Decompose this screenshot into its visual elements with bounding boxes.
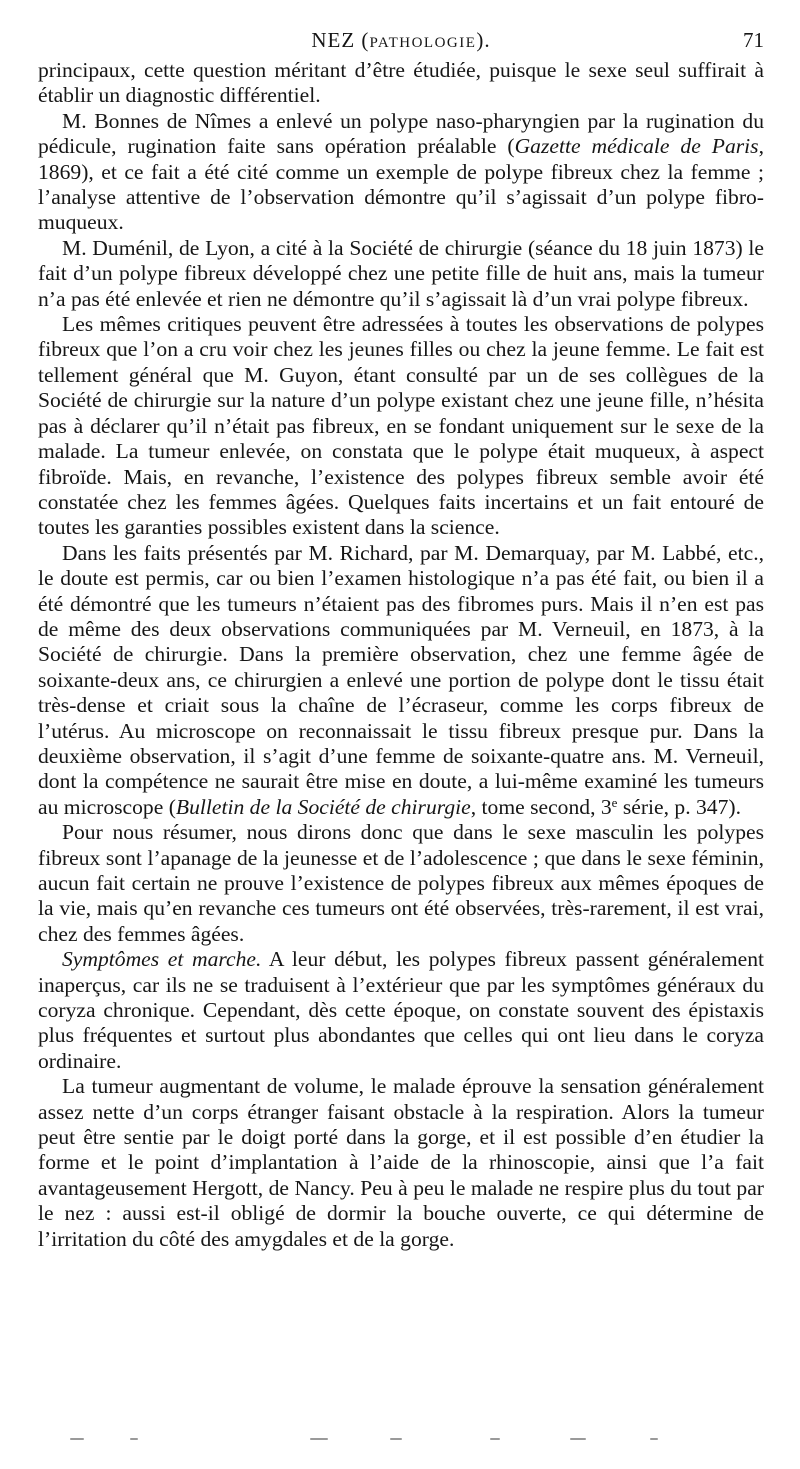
running-head-title xyxy=(38,28,764,53)
text-run: A leur début, les polypes fibreux passent généralement inaperçus, car ils ne se traduisent à l’extérieur que par les symptômes généraux du coryza chronique. Cependant, dès cette époque, on constate souvent des épistaxis plus fréquentes et surtout plus abondantes que celles qui ont lieu dans le coryza ordinaire. xyxy=(38,947,765,1073)
page-number: 71 xyxy=(743,28,764,52)
text-run: Dans les faits présentés par M. Richard, par M. Demarquay, par M. Labbé, etc., le doute est permis, car ou bien l’examen histologique n’a pas été fait, ou bien il a été démontré que les tumeurs n’étaient pas des fibromes purs. Mais il n’en est pas de même des deux observations communiquées par M. Verneuil, en 1873, à la Société de chirurgie. Dans la première observation, chez une femme âgée de soixante-deux ans, ce chirurgien a enlevé une portion de polype dont le tissu était très-dense et criait sous la chaîne de l’écraseur, comme les corps fibreux de l’utérus. Au microscope on reconnaissait le tissu fibreux presque pur. Dans la deuxième observation, il s’agit d’une femme de soixante-quatre ans. M. Verneuil, dont la compétence ne saurait être mise en doute, a lui-même examiné les tumeurs au microscope ( xyxy=(38,540,764,819)
text-run: Pour nous résumer, nous dirons donc que dans le sexe masculin les polypes fibreux sont l’apanage de la jeunesse et de l’adolescence ; que dans le sexe féminin, aucun fait certain ne prouve l’existence de polypes fibreux aux mêmes époques de la vie, mais qu’en revanche ces tumeurs ont été observées, très-rarement, il est vrai, chez des femmes âgées. xyxy=(38,820,764,946)
paragraph xyxy=(38,58,764,109)
text-run: Les mêmes critiques peuvent être adressées à toutes les observations de polypes fibreux que l’on a cru voir chez les jeunes filles ou chez la jeune femme. Le fait est tellement général que M. Guyon, étant consulté par un de ses collègues de la Société de chirurgie sur la nature d’un polype existant chez une jeune fille, n’hésita pas à déclarer qu’il n’était pas fibreux, en se fondant uniquement sur le sexe de la malade. La tumeur enlevée, on constata que le polype était muqueux, à aspect fibroïde. Mais, en revanche, l’existence des polypes fibreux semble avoir été constatée chez les femmes âgées. Quelques faits incertains et un fait entouré de toutes les garanties possibles existent dans la science. xyxy=(38,312,764,540)
text-run: série, p. 347). xyxy=(617,794,741,819)
body-text xyxy=(38,58,764,1252)
text-run: M. Duménil, de Lyon, a cité à la Société de chirurgie (séance du 18 juin 1873) le fait d’un polype fibreux développé chez une petite fille de huit ans, mais la tumeur n’a pas été enlevée et rien ne démontre qu’il s’agissait là d’un vrai polype fibreux. xyxy=(38,235,764,311)
paragraph xyxy=(38,820,764,947)
running-head-title-smallcaps: PATHOLOGIE xyxy=(369,35,477,51)
paragraph xyxy=(38,236,764,312)
running-head-title-prefix: NEZ ( xyxy=(311,28,370,52)
scan-speck xyxy=(390,1438,402,1440)
text-run: La tumeur augmentant de volume, le malade éprouve la sensation généralement assez nette d’un corps étranger faisant obstacle à la respiration. Alors la tumeur peut être sentie par le doigt porté dans la gorge, et il est possible d’en étudier la forme et le point d’implantation à l’aide de la rhinoscopie, ainsi que l’a fait avantageusement Hergott, de Nancy. Peu à peu le malade ne respire plus du tout par le nez : aussi est-il obligé de dormir la bouche ouverte, ce qui détermine de l’irritation du côté des amygdales et de la gorge. xyxy=(38,1074,764,1251)
italic-text: Symptômes et marche. xyxy=(62,947,262,972)
paragraph xyxy=(38,541,764,820)
superscript: e xyxy=(611,794,618,810)
paragraph xyxy=(38,1074,764,1252)
paragraph xyxy=(38,947,764,1074)
scan-specks xyxy=(70,1438,670,1444)
italic-text: Bulletin de la Société de chirurgie xyxy=(175,794,471,819)
scan-speck xyxy=(650,1438,658,1440)
running-head-title-suffix: ). xyxy=(476,28,491,52)
running-head xyxy=(38,28,764,54)
paragraph xyxy=(38,109,764,236)
text-run: M. Bonnes de Nîmes a enlevé un polype naso-pharyngien par la rugination du pédicule, rugination faite sans opération préalable ( xyxy=(38,108,764,159)
paragraph xyxy=(38,312,764,541)
text-run: principaux, cette question méritant d’être étudiée, puisque le sexe seul suffirait à établir un diagnostic différentiel. xyxy=(38,58,764,108)
scan-speck xyxy=(490,1438,500,1440)
text-run: , 1869), et ce fait a été cité comme un exemple de polype fibreux chez la femme ; l’analyse attentive de l’observation démontre qu’il s’agissait d’un polype fibro-muqueux. xyxy=(38,134,764,235)
scan-speck xyxy=(70,1438,84,1440)
scan-speck xyxy=(570,1438,586,1440)
text-run: , tome second, 3 xyxy=(470,794,612,819)
scan-speck xyxy=(130,1438,138,1440)
scan-speck xyxy=(310,1438,328,1440)
italic-text: Gazette médicale de Paris xyxy=(514,134,759,159)
